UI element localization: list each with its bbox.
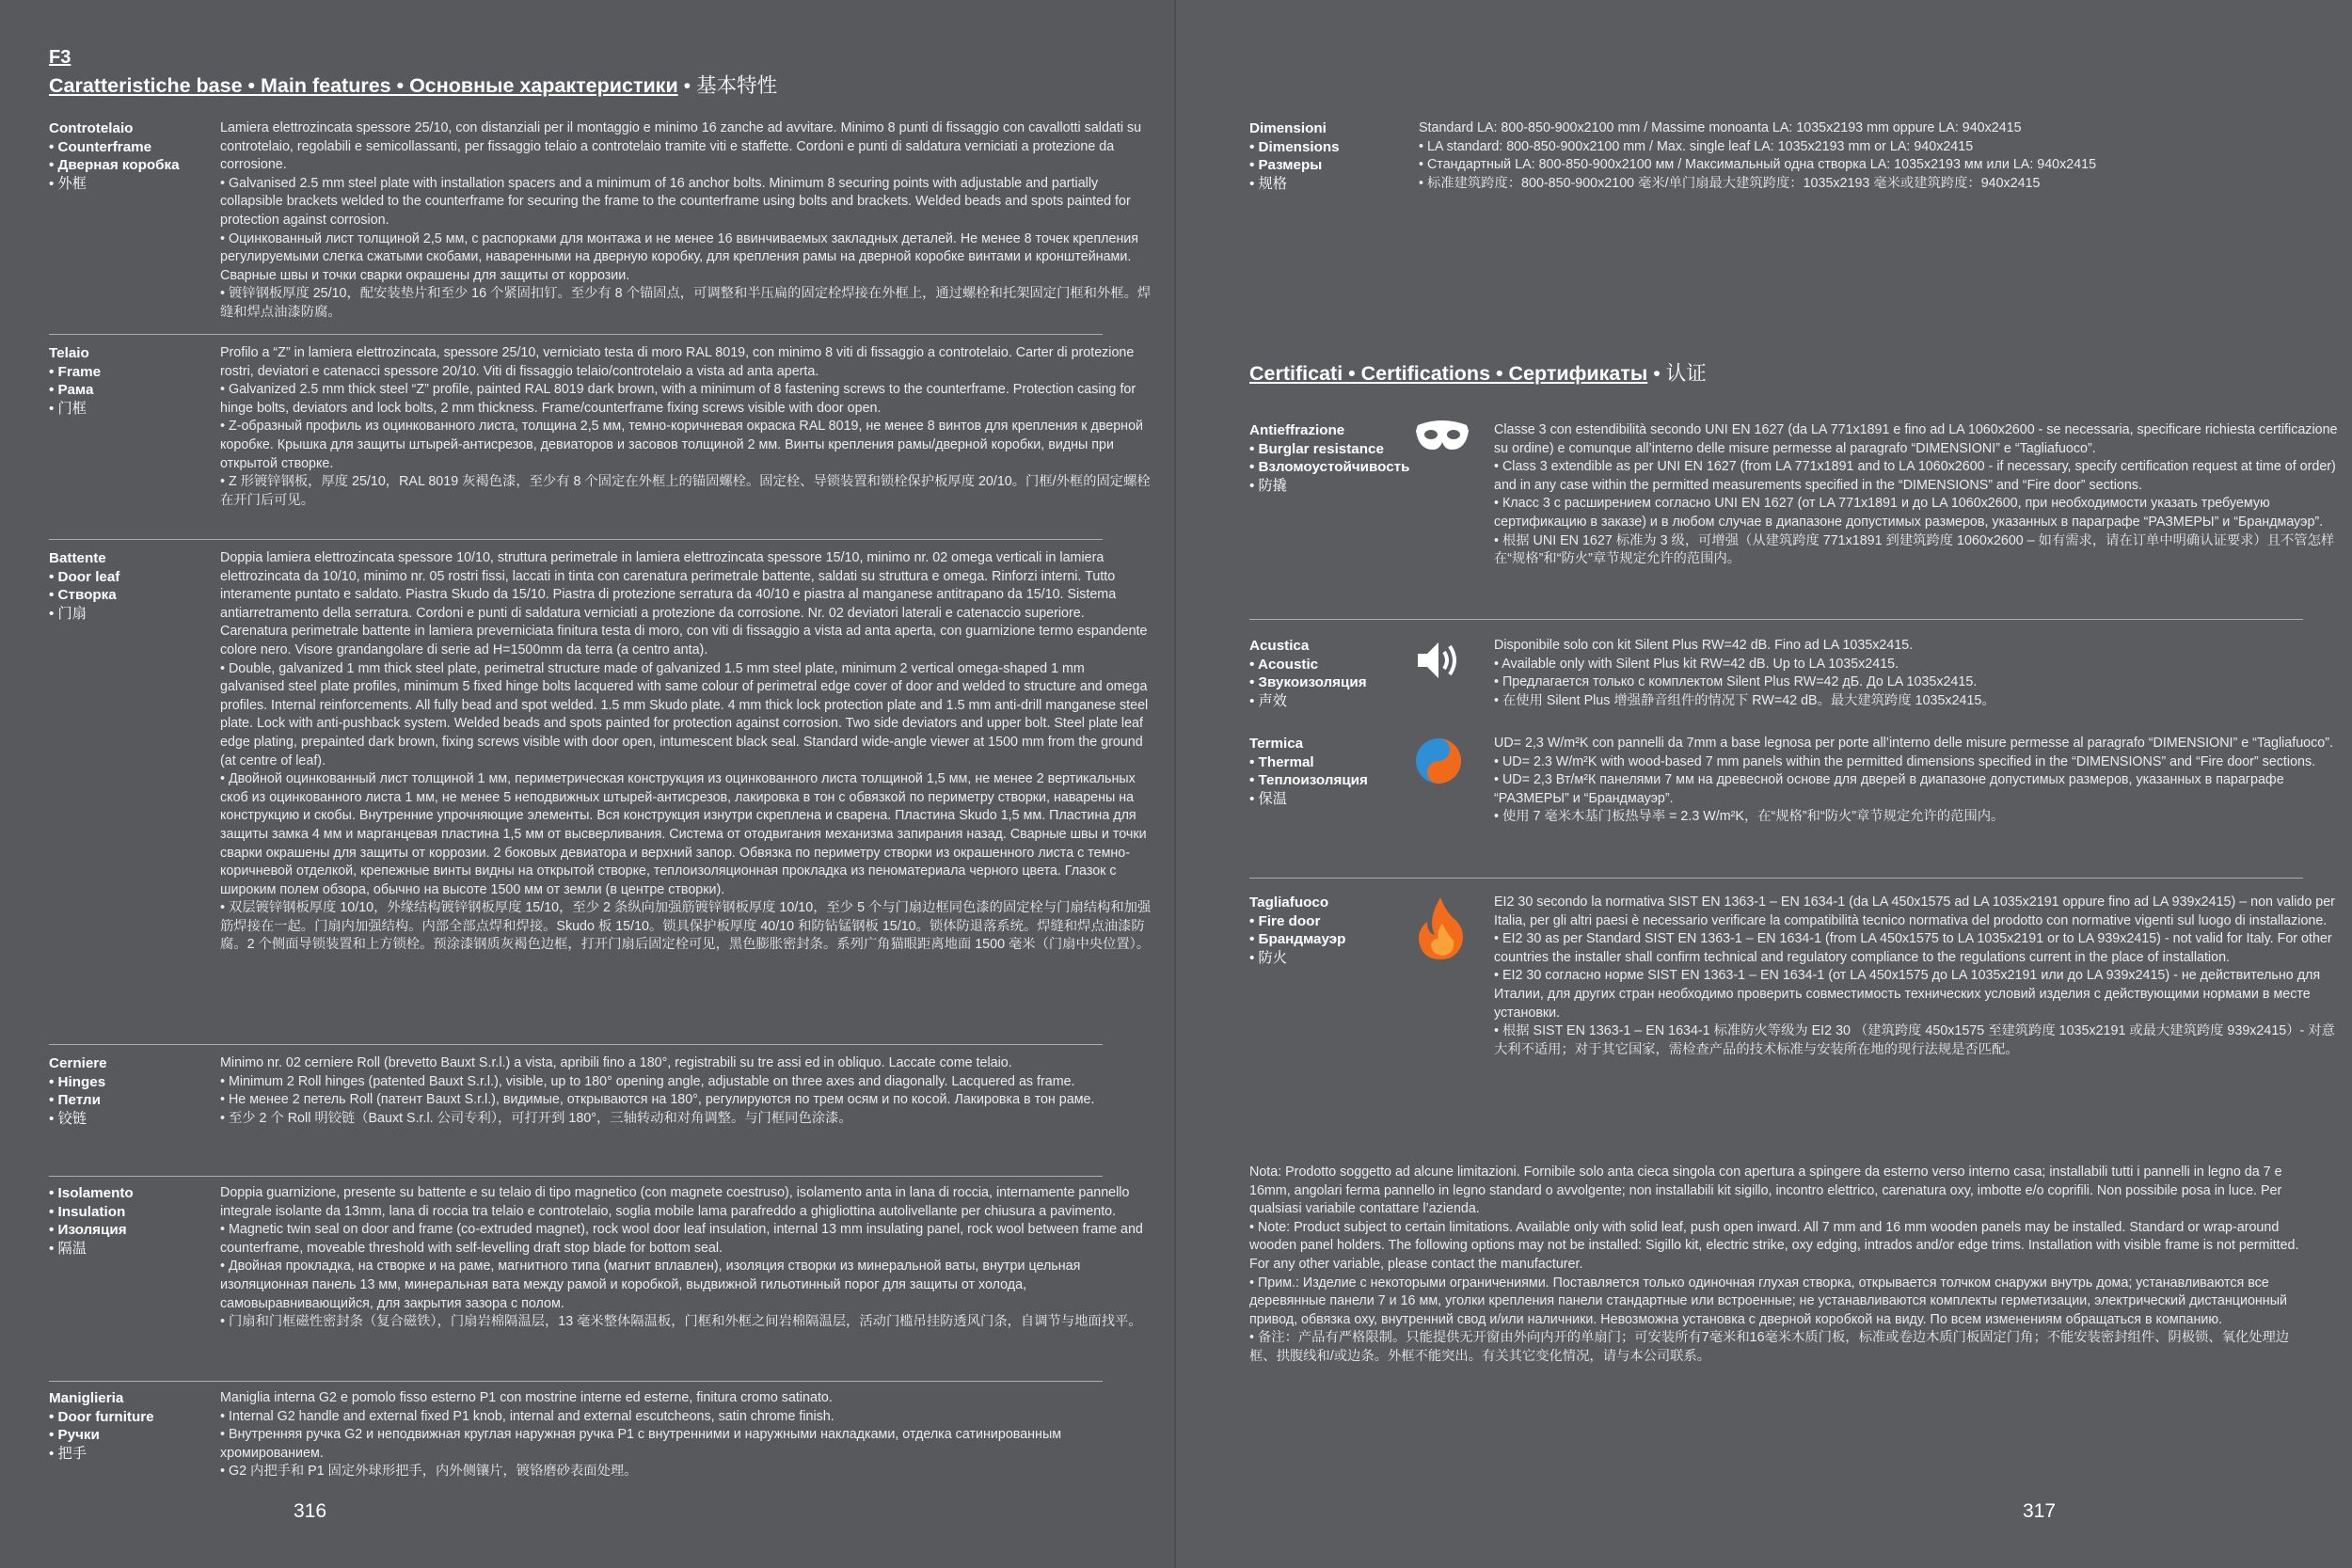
para-en: • Internal G2 handle and external fixed P1 knob, internal and external escutcheons, satin chrome finish. [220,1408,834,1424]
para-it: Standard LA: 800-850-900x2100 mm / Massime monoanta LA: 1035x2193 mm oppure LA: 940x2415 [1419,120,2022,135]
left-page [0,0,1174,1568]
label-it: Antieffrazione [1249,422,1345,438]
label-ru: • Звукоизоляция [1249,674,1367,691]
section-label [1249,637,1438,710]
label-en: • Thermal [1249,753,1314,770]
para-en: • Galvanized 2.5 mm thick steel “Z” profile, painted RAL 8019 dark brown, with a minimum of 8 fastening screws to the counterframe. Protection casing for hinge bolts, deviators and lock bolts, 2 mm thickness. Frame/counterframe fixing screws visible with door open. [220,382,1136,416]
label-ru: • Дверная коробка [49,157,180,174]
section-label [1249,735,1438,808]
label-cn: • 隔温 [49,1240,87,1257]
para-cn: • 至少 2 个 Roll 明铰链（Bauxt S.r.l. 公司专利），可打开到 180°，三轴转动和对角调整。与门框同色涂漆。 [220,1110,852,1126]
section-text [220,344,1152,510]
divider [49,334,1103,335]
label-it: Termica [1249,736,1304,752]
para-cn: • 在使用 Silent Plus 增强静音组件的情况下 RW=42 dB。最大建筑跨度 1035x2415。 [1494,692,1995,708]
para-cn: • 标准建筑跨度：800-850-900x2100 毫米/单门扇最大建筑跨度：1035x2193 毫米或建筑跨度：940x2415 [1419,175,2041,191]
label-cn: • 保温 [1249,790,1287,807]
section-label [49,549,209,623]
label-it: • Isolamento [49,1185,134,1201]
label-en: • Counterframe [49,138,152,155]
section-text [220,1054,1152,1128]
page-number: 317 [2023,1500,2057,1522]
para-ru: • UD= 2,3 Вт/м²К панелями 7 мм на древесной основе для дверей в диапазоне допустимых размеров, указанных в параграфе “РАЗМЕРЫ” и “Брандмауэр”. [1494,772,2284,806]
label-cn: • 铰链 [49,1110,87,1127]
section-label [1249,421,1438,495]
speaker-icon [1414,637,1470,693]
section-text [1419,119,2312,193]
section-text [1494,894,2341,1059]
product-code: F3 [49,47,72,68]
para-cn: • 门扇和门框磁性密封条（复合磁铁），门扇岩棉隔温层，13 毫米整体隔温板，门框和外框之间岩棉隔温层，活动门槛吊挂防透风门条，自调节与地面找平。 [220,1314,1142,1330]
para-ru: • Не менее 2 петель Roll (патент Bauxt S.r.l.), видимые, открываются на 180°, регулируются по трем осям и по косой. Лакировка в тон раме. [220,1092,1095,1108]
divider [49,1044,1103,1045]
note-it: Nota: Prodotto soggetto ad alcune limitazioni. Fornibile solo anta cieca singola con apertura a spingere da esterno verso interno casa; installabili tutti i pannelli in legno da 7 e 16mm, angolari ferma pannello in legno standard o avvolgente; non installabili kit sigillo, incontro elettrico, carenatura oxy, imbotte e/o coprifili. Non possibile posa in luce. Per qualsiasi variabile contattare l’azienda. [1249,1164,2282,1217]
certifications-title-cn: • 认证 [1647,362,1707,385]
para-cn: • 镀锌钢板厚度 25/10，配安装垫片和至少 16 个紧固扣钉。至少有 8 个锚固点，可调整和半压扁的固定栓焊接在外框上，通过螺栓和托架固定门框和外框。焊缝和焊点油漆防腐。 [220,286,1152,320]
para-it: Disponibile solo con kit Silent Plus RW=42 dB. Fino ad LA 1035x2415. [1494,638,1914,653]
para-ru: • EI2 30 согласно норме SIST EN 1363-1 – EN 1634-1 (от LA 450x1575 до LA 1035x2191 или до LA 939x2415) - не действительно для Италии, для других стран необходимо проверить совместимость технических условий изделия с действующими нормами в месте установки. [1494,968,2321,1021]
certifications-title-main: Certificati • Certifications • Сертификаты [1249,362,1648,385]
right-page [1176,0,2352,1568]
para-en: • Available only with Silent Plus kit RW=42 dB. Up to LA 1035x2415. [1494,656,1899,672]
para-it: Doppia lamiera elettrozincata spessore 10/10, struttura perimetrale in lamiera elettrozincata spessore 15/10, minimo nr. 02 omega verticali in lamiera elettrozincata da 10/10, minimo nr. 05 rostri fissi, laccati in tinta con carenatura perimetrale battente, saldati su struttura e omega. Rinforzi interni. Tutto interamente puntato e saldato. Piastra Skudo da 15/10. Piastra di protezione serratura da 40/10 e piastra al manganese antitrapano da 15/10. Sistema antiarretramento della serratura. Cordoni e punti di saldatura verniciati a protezione da corrosione. Nr. 02 deviatori laterali e catenaccio superiore. Carenatura perimetrale battente in lamiera preverniciata finitura testa di moro, con viti di fissaggio a vista ad anta aperta, con guarnizione termo espandente colore nero. Visore grandangolare di serie ad H=1500mm da terra (a centro anta). [220,550,1148,657]
section-text [220,119,1152,323]
page-title [49,70,777,99]
section-text [220,549,1152,955]
para-it: Minimo nr. 02 cerniere Roll (brevetto Bauxt S.r.l.) a vista, apribili fino a 180°, registrabili su tre assi ed in obliquo. Laccate come telaio. [220,1055,1012,1070]
label-en: • Hinges [49,1073,106,1090]
para-it: EI2 30 secondo la normativa SIST EN 1363-1 – EN 1634-1 (da LA 450x1575 ad LA 1035x2191 oppure fino ad LA 939x2415) – non valido per Italia, per gli altri paesi è necessario verificare la compatibilità tecnico normativa del prodotto con normative vigenti sul luogo di installazione. [1494,895,2335,928]
section-text [220,1389,1152,1481]
para-it: UD= 2,3 W/m²K con pannelli da 7mm a base legnosa per porte all’interno delle misure permesse al paragrafo “DIMENSIONI” e “Tagliafuoco”. [1494,736,2333,751]
section-text [1494,637,2341,710]
note-ru: • Прим.: Изделие с некоторыми ограничениями. Поставляется только одиночная глухая створка, открывается толчком снаружи внутрь дома; устанавливаются все деревянные панели 7 и 16 мм, уголки крепления панели стандартные или встроенные; не устанавливаются комплекты герметизации, электрический дистанционный привод, обвязка оху, внутренний свод и/или наличники. Невозможна установка с дверной коробкой на виду. По всем изменениям обращаться в компанию. [1249,1275,2287,1327]
para-it: Lamiera elettrozincata spessore 25/10, con distanziali per il montaggio e minimo 16 zanche ad avvitare. Minimo 8 punti di fissaggio con cavallotti saldati su controtelaio, regolabili e semicollassanti, per fissaggio telaio a controtelaio tramite viti e staffette. Cordoni e punti di saldatura verniciati a protezione da corrosione. [220,120,1142,173]
para-cn: • Z 形镀锌钢板，厚度 25/10，RAL 8019 灰褐色漆，至少有 8 个固定在外框上的锚固螺栓。固定栓、导锁装置和锁栓保护板厚度 20/10。门框/外框的固定螺栓在开门后可见。 [220,474,1151,508]
fire-icon [1414,895,1470,952]
label-ru: • Теплоизоляция [1249,772,1368,789]
label-it: Cerniere [49,1055,107,1071]
section-text [1494,421,2341,569]
para-ru: • Внутренняя ручка G2 и неподвижная круглая наружная ручка P1 с внутренними и наружными накладками, отделка сатинированным хромированием. [220,1427,1062,1461]
note-cn: • 备注：产品有严格限制。只能提供无开窗由外向内开的单扇门；可安装所有7毫米和16毫米木质门板，标准或卷边木质门板固定门角；不能安装密封组件、阴极锁、氧化处理边框、拱腹线和/或边条。外框不能突出。有关其它变化情况，请与本公司联系。 [1249,1330,2290,1364]
para-it: Doppia guarnizione, presente su battente e su telaio di tipo magnetico (con magnete coestruso), isolamento anta in lana di roccia, internamente pannello integrale isolante da 13mm, lana di roccia tra telaio e controtelaio, soglia mobile lama parafreddo a ghigliottina autolivellante per chiusura a pavimento. [220,1185,1130,1219]
page-number: 316 [294,1500,327,1522]
section-label [49,119,209,193]
divider [49,539,1103,540]
certifications-title [1249,357,1707,387]
thermal-icon [1414,736,1470,793]
para-ru: • Двойной оцинкованный лист толщиной 1 мм, периметрическая конструкция из оцинкованного листа толщиной 1,5 мм, не менее 2 вертикальных скоб из оцинкованного листа 1 мм, не менее 5 неподвижных штырей-антисрезов, лакировка в тон с обвязкой по периметру створки, наварены на конструкцию и скобы. Внутренние упрочняющие элементы. Вся конструкция изнутри скреплена и сварена. Пластина Skudo 1,5 мм. Пластина для защиты замка 4 мм и марганцевая пластина 1,5 мм от высверливания. Система от отодвигания механизма запирания назад. Сварные швы и точки сварки окрашены для защиты от коррозии. 2 боковых девиатора и верхний запор. Обвязка по периметру створки из окрашенного листа с темно-коричневой отделкой, крепежные винты видны на открытой створке, теплоизоляционная прокладка из пеноматериала черного цвета. Глазок с широким полем обзора, обычно на высоте 1500 мм от земли (в центре створки). [220,771,1147,897]
section-label [49,1184,209,1258]
section-label [49,344,209,418]
divider [49,1176,1103,1177]
label-ru: • Ручки [49,1427,100,1444]
label-ru: • Взломоустойчивость [1249,459,1410,476]
label-it: Telaio [49,345,89,361]
label-cn: • 声效 [1249,692,1287,709]
section-label [1249,894,1438,967]
para-en: • Class 3 extendible as per UNI EN 1627 (from LA 771x1891 and to LA 1060x2600 - if necessary, specify certification request at time of order) and in any case within the permitted measurements specified in the “DIMENSIONS” and “Fire door” sections. [1494,459,2336,493]
label-en: • Acoustic [1249,656,1319,673]
label-en: • Door leaf [49,568,120,585]
label-it: Dimensioni [1249,120,1327,136]
section-label [49,1389,209,1463]
label-ru: • Петли [49,1092,101,1109]
label-en: • Dimensions [1249,138,1340,155]
para-en: • Minimum 2 Roll hinges (patented Bauxt S.r.l.), visible, up to 180° opening angle, adjustable on three axes and diagonally. Lacquered as frame. [220,1073,1075,1089]
para-en: • UD= 2.3 W/m²K with wood-based 7 mm panels within the permitted dimensions specified in the “DIMENSIONS” and “Fire door” sections. [1494,753,2316,769]
para-cn: • 双层镀锌钢板厚度 10/10，外缘结构镀锌钢板厚度 15/10，至少 2 条纵向加强筋镀锌钢板厚度 10/10，至少 5 个与门扇边框同色漆的固定栓与门扇结构和加强筋焊接在一起。门扇内加强结构。内部全部点焊和焊接。Skudo 板 15/10。锁具保护板厚度 40/10 和防钻锰钢板 15/10。锁体防退落系统。焊缝和焊点油漆防腐。2 个侧面导锁装置和上方锁栓。预涂漆钢质灰褐色边框，打开门扇后固定栓可见，黑色膨胀密封条。系列广角猫眼距离地面 1500 毫米（门扇中央位置）。 [220,900,1152,953]
para-cn: • 根据 SIST EN 1363-1 – EN 1634-1 标准防火等级为 EI2 30 （建筑跨度 450x1575 至建筑跨度 1035x2191 或最大建筑跨度 939x2415）- 对意大利不适用；对于其它国家，需检查产品的技术标准与安装所在地的现行法规是否匹配。 [1494,1023,2335,1057]
label-it: Battente [49,550,106,566]
label-ru: • Брандмауэр [1249,931,1346,948]
label-it: Acustica [1249,638,1310,654]
section-label [1249,119,1438,193]
label-it: Maniglieria [49,1390,124,1406]
section-label [49,1054,209,1128]
para-it: Profilo a “Z” in lamiera elettrozincata, spessore 25/10, verniciato testa di moro RAL 8019, con minimo 8 viti di fissaggio a controtelaio. Carter di protezione rostri, deviatori e catenacci spessore 20/10. Viti di fissaggio telaio/controtelaio a vista ad anta aperta. [220,345,1135,379]
para-en: • Double, galvanized 1 mm thick steel plate, perimetral structure made of galvanized 1.5 mm steel plate, minimum 2 vertical omega-shaped 1 mm galvanised steel plate profiles, minimum 5 fixed hinge bolts lacquered with same colour of perimetral edge cover of door and welded to structure and omega profiles. Internal reinforcements. All fully bead and spot welded. 1.5 mm Skudo plate. 4 mm thick lock protection plate and 1.5 mm anti-drill manganese steel plate. Lock with anti-pushback system. Welded beads and spots painted for protection against corrosion. Two side deviators and upper bolt. Steel plate leaf edge plating, prepainted dark brown, fixing screws visible with door open, intumescent black seal. Standard wide-angle viewer at 1500 mm from the ground (at centre of leaf). [220,660,1149,768]
label-en: • Insulation [49,1203,126,1220]
divider [1249,619,2303,620]
para-ru: • Двойная прокладка, на створке и на раме, магнитного типа (магнит вплавлен), изоляция створки из минеральной ваты, внутри цельная изоляционная панель 13 мм, минеральная вата между рамой и коробкой, выдвижной гильотинный порог для защиты от холода, самовыравнивающийся, для закрытия зазора с полом. [220,1259,1081,1311]
label-en: • Frame [49,363,102,380]
divider [49,1381,1103,1382]
label-it: Controtelaio [49,120,134,136]
burglar-mask-icon [1414,418,1470,474]
section-text [1494,735,2341,827]
label-cn: • 门扇 [49,605,87,622]
para-ru: • Стандартный LA: 800-850-900x2100 мм / Максимальный одна створка LA: 1035x2193 мм или LA: 940x2415 [1419,157,2097,173]
para-it: Maniglia interna G2 e pomolo fisso esterno P1 con mostrine interne ed esterne, finitura cromo satinato. [220,1390,833,1405]
label-cn: • 把手 [49,1445,87,1462]
para-cn: • 使用 7 毫米木基门板热导率 = 2.3 W/m²K，在“规格”和“防火”章节规定允许的范围内。 [1494,809,2005,825]
label-cn: • 防火 [1249,949,1287,966]
label-ru: • Рама [49,382,94,399]
divider [1249,878,2303,879]
label-en: • Burglar resistance [1249,440,1384,457]
label-en: • Door furniture [49,1408,154,1425]
para-cn: • G2 内把手和 P1 固定外球形把手，内外侧镶片，镀铬磨砂表面处理。 [220,1464,638,1480]
para-ru: • Оцинкованный лист толщиной 2,5 мм, с распорками для монтажа и не менее 16 ввинчиваемых закладных деталей. Не менее 8 точек крепления регулируемыми слегка сжатыми скобами, наваренными на дверную коробку, для крепления рамы на дверной коробке винтами и кронштейнами. Сварные швы и точки сварки окрашены для защиты от коррозии. [220,230,1139,283]
para-ru: • Z-образный профиль из оцинкованного листа, толщина 2,5 мм, темно-коричневая окраска RAL 8019, не менее 8 винтов для крепления к дверной коробке. Крышка для защиты штырей-антисрезов, девиаторов и засовов толщиной 2 мм. Винты крепления рамы/дверной коробки, видны при открытой створке. [220,419,1144,471]
para-en: • Galvanised 2.5 mm steel plate with installation spacers and a minimum of 16 anchor bolts. Minimum 8 securing points with adjustable and partially collapsible brackets welded to the counterframe for securing the frame to the counterframe using bolts and brackets. Welded beads and spots painted for protection against corrosion. [220,175,1131,228]
para-ru: • Класс 3 с расширением согласно UNI EN 1627 (от LA 771x1891 и до LA 1060x2600, при необходимости указать требуемую сертификацию в заказе) и в любом случае в диапазоне допустимых размеров, указанных в параграфе “РАЗМЕРЫ” и “Брандмауэр”. [1494,496,2324,530]
label-ru: • Размеры [1249,157,1323,174]
label-cn: • 门框 [49,400,87,417]
label-ru: • Изоляция [49,1222,127,1239]
label-ru: • Створка [49,587,117,604]
para-en: • LA standard: 800-850-900x2100 mm / Max. single leaf LA: 1035x2193 mm or LA: 940x2415 [1419,138,1974,154]
page-title-cn: • 基本特性 [677,74,778,97]
note-block [1249,1164,2303,1367]
label-cn: • 防撬 [1249,477,1287,494]
note-en: • Note: Product subject to certain limitations. Available only with solid leaf, push open inward. All 7 mm and 16 mm wooden panels may be installed. Standard or wrap-around wooden panel holders. The following options may not be installed: Sigillo kit, electric strike, oxy edging, intrados and/or edge trims. Installation with visible frame is not permitted. For any other variable, please contact the manufacturer. [1249,1219,2299,1272]
para-en: • Magnetic twin seal on door and frame (co-extruded magnet), rock wool door leaf insulation, internal 13 mm insulating panel, rock wool between frame and counterframe, moveable threshold with self-levelling draft stop blade for bottom seal. [220,1222,1143,1256]
para-it: Classe 3 con estendibilità secondo UNI EN 1627 (da LA 771x1891 e fino ad LA 1060x2600 - se necessaria, specificare richiesta certificazione su ordine) e comunque all’interno delle misure permesse al paragrafo “DIMENSIONI” e “Tagliafuoco”. [1494,422,2338,456]
label-it: Tagliafuoco [1249,895,1329,911]
section-text [220,1184,1152,1332]
page-title-main: Caratteristiche base • Main features • Основные характеристики [49,74,678,97]
para-ru: • Предлагается только с комплектом Silent Plus RW=42 дБ. До LA 1035x2415. [1494,674,1978,690]
para-cn: • 根据 UNI EN 1627 标准为 3 级，可增强（从建筑跨度 771x1891 到建筑跨度 1060x2600 – 如有需求，请在订单中明确认证要求）且不管怎样在“规格”和“防火”章节规定允许的范围内。 [1494,532,2335,567]
para-en: • EI2 30 as per Standard SIST EN 1363-1 – EN 1634-1 (from LA 450x1575 to LA 1035x2191 or to LA 939x2415) - not valid for Italy. For other countries the installer shall confirm technical and regulatory compliance to the regulations current in the place of installation. [1494,931,2332,965]
label-en: • Fire door [1249,912,1321,929]
label-cn: • 规格 [1249,175,1287,192]
label-cn: • 外框 [49,175,87,192]
